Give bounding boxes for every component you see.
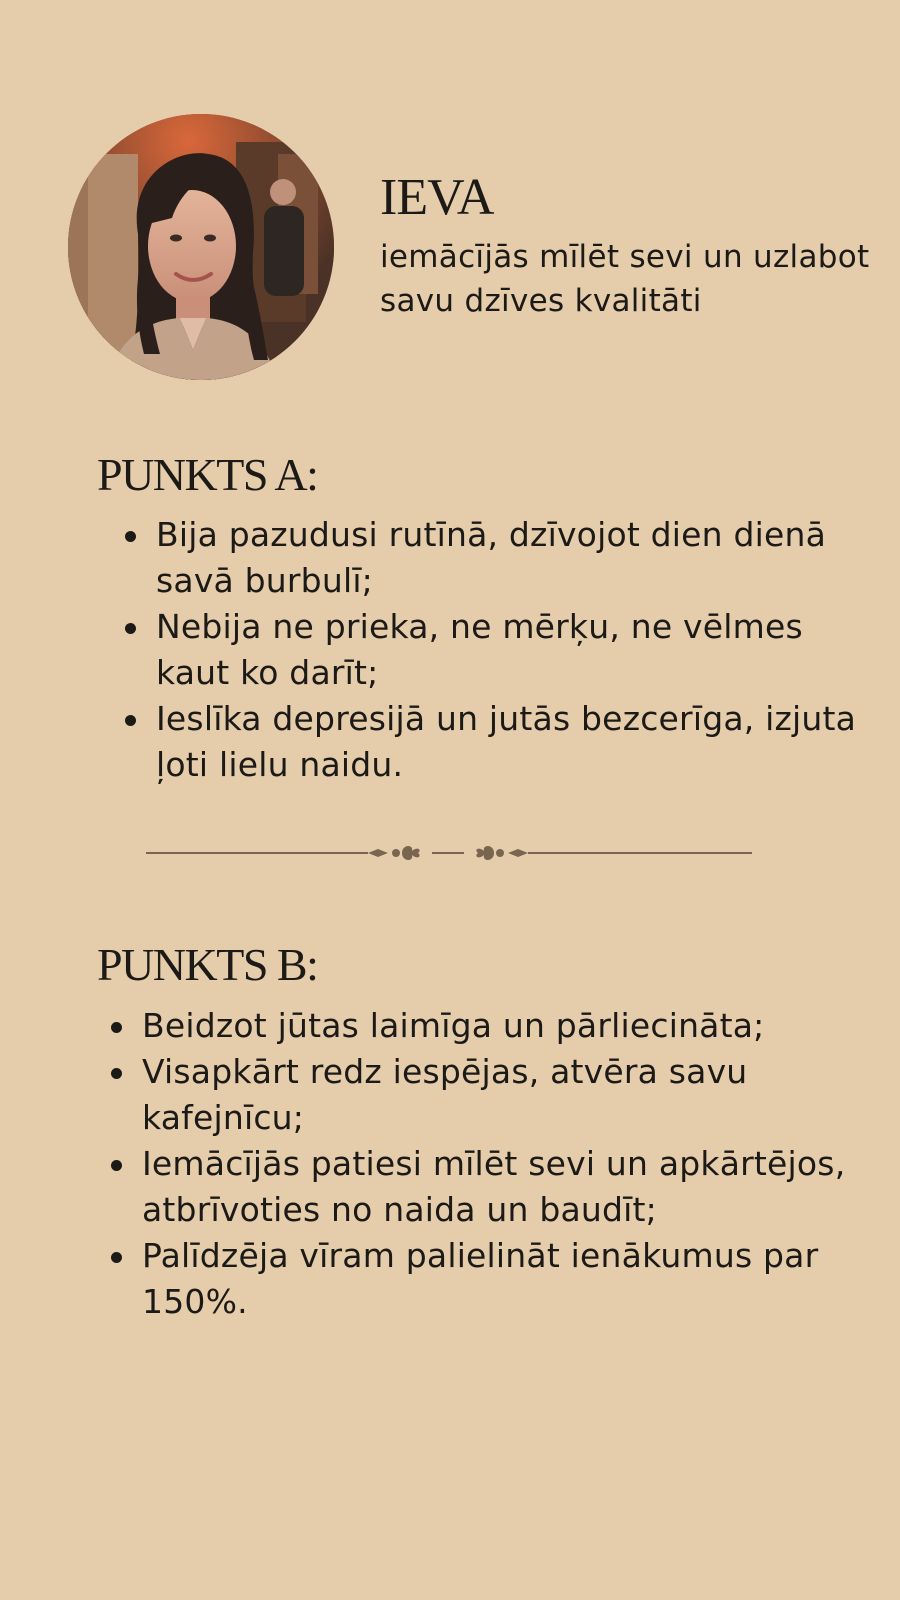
section-b-list	[106, 1003, 886, 1325]
person-tagline: iemācījās mīlēt sevi un uzlabot savu dzīves kvalitāti	[380, 239, 870, 319]
section-a-list	[120, 512, 880, 788]
list-item: Bija pazudusi rutīnā, dzīvojot dien dienā savā burbulī;	[120, 512, 880, 604]
list-item: Iemācījās patiesi mīlēt sevi un apkārtējos, atbrīvoties no naida un baudīt;	[106, 1141, 886, 1233]
avatar	[68, 114, 334, 380]
ornamental-divider	[146, 840, 752, 866]
list-item: Palīdzēja vīram palielināt ienākumus par 150%.	[106, 1233, 886, 1325]
person-name: IEVA	[380, 169, 494, 226]
ornamental-divider-icon	[146, 840, 752, 866]
person-photo-icon	[68, 114, 334, 380]
list-item: Ieslīka depresijā un jutās bezcerīga, izjuta ļoti lielu naidu.	[120, 696, 880, 788]
list-item: Nebija ne prieka, ne mērķu, ne vēlmes kaut ko darīt;	[120, 604, 880, 696]
section-a-heading: PUNKTS A:	[97, 449, 318, 500]
section-b-heading: PUNKTS B:	[97, 939, 318, 990]
list-item: Visapkārt redz iespējas, atvēra savu kafejnīcu;	[106, 1049, 886, 1141]
list-item: Beidzot jūtas laimīga un pārliecināta;	[106, 1003, 886, 1049]
